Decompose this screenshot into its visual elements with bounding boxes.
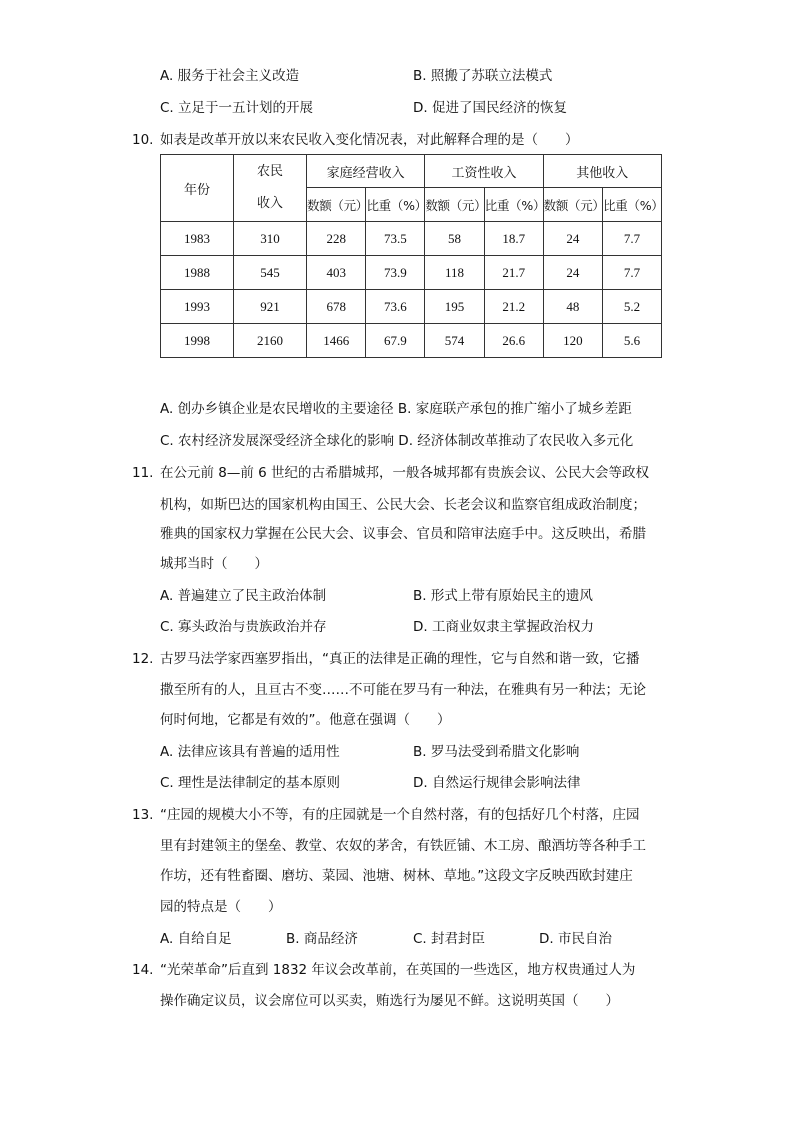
q11-stem-line: 城邦当时（ ） (160, 556, 268, 572)
table-cell: 1993 (161, 290, 234, 324)
q11-stem-line: 雅典的国家权力掌握在公民大会、议事会、官员和陪审法庭手中。这反映出，希腊 (160, 526, 646, 542)
q13-stem-line: 里有封建领主的堡垒、教堂、农奴的茅舍，有铁匠铺、木工房、酿酒坊等各种手工 (160, 838, 646, 854)
q11-option-d[interactable]: D. 工商业奴隶主掌握政治权力 (413, 619, 594, 635)
table-row (161, 222, 662, 256)
q12-number: 12. (132, 651, 154, 667)
q13-option-d[interactable]: D. 市民自治 (539, 931, 612, 947)
table-cell: 7.7 (603, 222, 662, 256)
table-cell: 5.2 (603, 290, 662, 324)
q13-stem-line: 作坊，还有牲畜圈、磨坊、菜园、池塘、树林、草地。”这段文字反映西欧封建庄 (160, 868, 633, 884)
table-row (161, 256, 662, 290)
q11-stem-line: 机构，如斯巴达的国家机构由国王、公民大会、长老会议和监察官组成政治制度； (160, 497, 646, 513)
q12-stem-line: 何时何地，它都是有效的”。他意在强调（ ） (160, 712, 451, 728)
table-cell: 73.9 (366, 256, 425, 290)
q12-stem-line: 撒至所有的人，且亘古不变……不可能在罗马有一种法，在雅典有另一种法；无论 (160, 682, 646, 698)
table-cell: 195 (425, 290, 484, 324)
table-cell: 120 (543, 324, 602, 358)
table-cell: 21.7 (484, 256, 543, 290)
table-cell: 73.6 (366, 290, 425, 324)
table-subheader-amount: 数额（元） (307, 188, 366, 222)
q13-number: 13. (132, 807, 154, 823)
q11-option-c[interactable]: C. 寡头政治与贵族政治并存 (160, 619, 327, 635)
table-cell: 48 (543, 290, 602, 324)
table-cell: 1983 (161, 222, 234, 256)
table-cell: 5.6 (603, 324, 662, 358)
table-cell: 58 (425, 222, 484, 256)
q12-option-c[interactable]: C. 理性是法律制定的基本原则 (160, 775, 341, 791)
q14-number: 14. (132, 962, 154, 978)
q12-stem-line: 古罗马法学家西塞罗指出，“真正的法律是正确的理性，它与自然和谐一致，它播 (160, 651, 640, 667)
table-cell: 24 (543, 256, 602, 290)
table-row (161, 324, 662, 358)
table-header-wage: 工资性收入 (425, 155, 543, 188)
table-cell: 1988 (161, 256, 234, 290)
table-cell: 574 (425, 324, 484, 358)
q10-options-ab[interactable]: A. 创办乡镇企业是农民增收的主要途径 B. 家庭联产承包的推广缩小了城乡差距 (160, 401, 632, 417)
q13-option-b[interactable]: B. 商品经济 (286, 931, 358, 947)
q9-option-d[interactable]: D. 促进了国民经济的恢复 (413, 100, 567, 116)
q10-number: 10. (132, 132, 154, 148)
table-cell: 228 (307, 222, 366, 256)
table-subheader-ratio: 比重（%） (484, 188, 543, 222)
table-cell: 1466 (307, 324, 366, 358)
table-cell: 921 (234, 290, 307, 324)
table-subheader-ratio: 比重（%） (366, 188, 425, 222)
q9-option-a[interactable]: A. 服务于社会主义改造 (160, 68, 300, 84)
table-cell: 545 (234, 256, 307, 290)
table-cell: 2160 (234, 324, 307, 358)
table-cell: 67.9 (366, 324, 425, 358)
income-table (160, 154, 662, 358)
table-subheader-amount: 数额（元） (425, 188, 484, 222)
table-cell: 18.7 (484, 222, 543, 256)
q13-option-a[interactable]: A. 自给自足 (160, 931, 232, 947)
q12-option-b[interactable]: B. 罗马法受到希腊文化影响 (413, 744, 580, 760)
q9-option-c[interactable]: C. 立足于一五计划的开展 (160, 100, 314, 116)
table-cell: 310 (234, 222, 307, 256)
table-row (161, 290, 662, 324)
table-cell: 26.6 (484, 324, 543, 358)
table-cell: 1998 (161, 324, 234, 358)
q12-option-d[interactable]: D. 自然运行规律会影响法律 (413, 775, 581, 791)
table-cell: 73.5 (366, 222, 425, 256)
q10-options-cd[interactable]: C. 农村经济发展深受经济全球化的影响 D. 经济体制改革推动了农民收入多元化 (160, 433, 634, 449)
table-cell: 678 (307, 290, 366, 324)
table-cell: 118 (425, 256, 484, 290)
table-cell: 7.7 (603, 256, 662, 290)
q10-stem: 如表是改革开放以来农民收入变化情况表，对此解释合理的是（ ） (160, 132, 579, 148)
q13-stem-line: “庄园的规模大小不等，有的庄园就是一个自然村落，有的包括好几个村落，庄园 (160, 807, 640, 823)
table-header-year: 年份 (161, 155, 234, 222)
table-subheader-amount: 数额（元） (543, 188, 602, 222)
table-cell: 24 (543, 222, 602, 256)
q13-stem-line: 园的特点是（ ） (160, 899, 282, 915)
q14-stem-line: 操作确定议员，议会席位可以买卖，贿选行为屡见不鲜。这说明英国（ ） (160, 993, 619, 1009)
q11-number: 11. (132, 465, 154, 481)
q12-option-a[interactable]: A. 法律应该具有普遍的适用性 (160, 744, 340, 760)
q13-option-c[interactable]: C. 封君封臣 (413, 931, 486, 947)
table-subheader-ratio: 比重（%） (603, 188, 662, 222)
q9-option-b[interactable]: B. 照搬了苏联立法模式 (413, 68, 553, 84)
q11-stem-line: 在公元前 8—前 6 世纪的古希腊城邦，一般各城邦都有贵族会议、公民大会等政权 (160, 465, 650, 481)
table-cell: 21.2 (484, 290, 543, 324)
table-cell: 403 (307, 256, 366, 290)
table-header-family: 家庭经营收入 (307, 155, 425, 188)
q14-stem-line: “光荣革命”后直到 1832 年议会改革前，在英国的一些选区，地方权贵通过人为 (160, 962, 636, 978)
q11-option-b[interactable]: B. 形式上带有原始民主的遗风 (413, 588, 593, 604)
q11-option-a[interactable]: A. 普遍建立了民主政治体制 (160, 588, 327, 604)
table-header-other: 其他收入 (543, 155, 661, 188)
table-header-income: 农民 收入 (234, 155, 307, 222)
